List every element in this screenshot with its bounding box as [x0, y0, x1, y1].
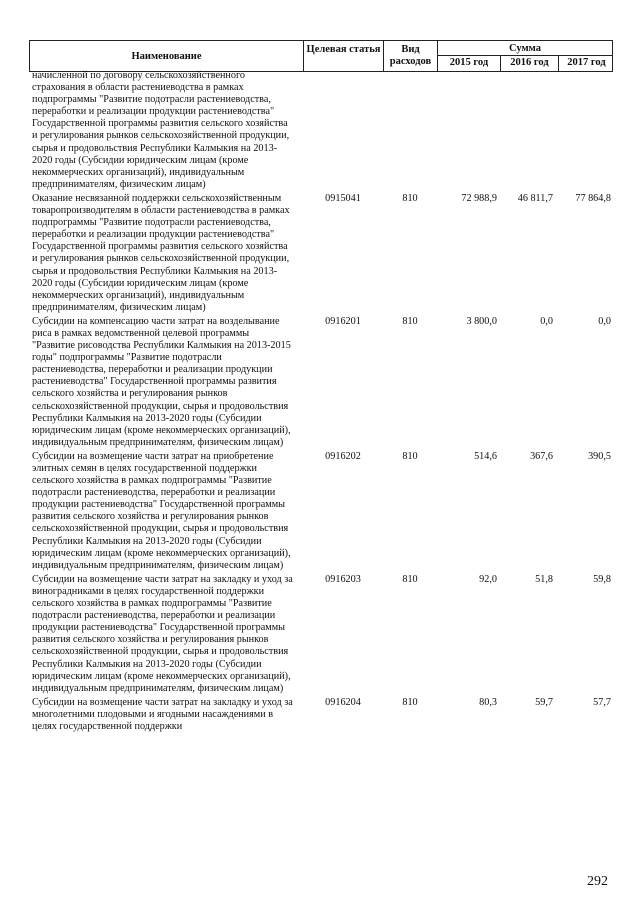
row-code: 0916201	[325, 315, 361, 327]
row-value-2016: 0,0	[540, 315, 553, 327]
table-row	[29, 451, 613, 572]
row-expense-type: 810	[402, 696, 418, 708]
row-value-2017: 77 864,8	[575, 192, 611, 204]
header-sum-label: Сумма	[509, 43, 541, 54]
row-expense-type: 810	[402, 192, 418, 204]
header-name-label: Наименование	[131, 51, 202, 62]
table-row	[29, 316, 613, 449]
row-value-2017: 390,5	[588, 450, 611, 462]
row-value-2015: 3 800,0	[466, 315, 497, 327]
row-value-2017: 0,0	[598, 315, 611, 327]
row-name: Оказание несвязанной поддержки сельскохозяйственным товаропроизводителям в области растениеводства в рамках подпрограммы "Развитие подотрасли растениеводства, переработки и реализации продукции растениеводства" Государственной программы развития сельского хозяйства и регулирования рынков сельскохозяйственной продукции, сырья и продовольствия Республики Калмыкия на 2013-2020 годы (Субсидии юридическим лицам (кроме некоммерческих организаций), индивидуальным предпринимателям, физическим лицам)	[32, 192, 290, 313]
row-expense-type: 810	[402, 315, 418, 327]
row-value-2017: 57,7	[593, 696, 611, 708]
row-code: 0916204	[325, 696, 361, 708]
table-row	[29, 193, 613, 314]
row-code: 0915041	[325, 192, 361, 204]
row-value-2016: 46 811,7	[517, 192, 553, 204]
row-name: Субсидии на возмещение части затрат на приобретение элитных семян в целях государственной поддержки сельского хозяйства в рамках подпрограммы "Развитие подотрасли растениеводства, переработки и реализации продукции растениеводства" Государственной программы развития сельского хозяйства и регулирования рынков сельскохозяйственной продукции, сырья и продовольствия Республики Калмыкия на 2013-2020 годы (Субсидии юридическим лицам (кроме некоммерческих организаций), индивидуальным предпринимателям, физическим лицам)	[32, 450, 291, 571]
header-year-2015: 2015 год	[449, 57, 489, 68]
row-code: 0916203	[325, 573, 361, 585]
row-value-2016: 51,8	[535, 573, 553, 585]
page-number: 292	[587, 874, 608, 889]
table-header	[29, 40, 613, 72]
header-expense-type-label: Вид расходов	[389, 44, 432, 67]
table-row	[29, 697, 613, 733]
table-body	[29, 70, 613, 735]
row-name: Субсидии на возмещение части затрат на закладку и уход за многолетними плодовыми и ягодными насаждениями в целях государственной поддержки	[32, 696, 293, 732]
header-name-cell	[29, 41, 303, 71]
header-year-2016: 2016 год	[500, 56, 558, 71]
header-year-2017: 2017 год	[558, 56, 614, 71]
row-name: Субсидии на компенсацию части затрат на возделывание риса в рамках ведомственной целевой программы "Развитие рисоводства Республики Калмыкия на 2013-2015 годы" подпрограммы "Развитие подотрасли растениеводства, переработки и реализации продукции растениеводства" Государственной программы развития сельского хозяйства и регулирования рынков сельскохозяйственной продукции, сырья и продовольствия Республики Калмыкия на 2013-2020 годы (Субсидии юридическим лицам (кроме некоммерческих организаций), индивидуальным предпринимателям, физическим лицам)	[32, 315, 291, 448]
header-article-label: Целевая статья	[306, 44, 381, 55]
row-value-2016: 367,6	[530, 450, 553, 462]
row-value-2015: 80,3	[479, 696, 497, 708]
table-row	[29, 574, 613, 695]
row-value-2015: 92,0	[479, 573, 497, 585]
header-expense-type-cell	[383, 41, 437, 71]
row-name: Субсидии на возмещение части затрат на закладку и уход за виноградниками в целях государственной поддержки сельского хозяйства в рамках подпрограммы "Развитие подотрасли растениеводства, переработки и реализации продукции растениеводства" Государственной программы развития сельского хозяйства и регулирования рынков сельскохозяйственной продукции, сырья и продовольствия Республики Калмыкия на 2013-2020 годы (Субсидии юридическим лицам (кроме некоммерческих организаций), индивидуальным предпринимателям, физическим лицам)	[32, 573, 293, 694]
row-value-2016: 59,7	[535, 696, 553, 708]
row-value-2017: 59,8	[593, 573, 611, 585]
row-expense-type: 810	[402, 450, 418, 462]
row-value-2015: 72 988,9	[461, 192, 497, 204]
row-expense-type: 810	[402, 573, 418, 585]
row-name: начисленной по договору сельскохозяйственного страхования в области растениеводства в рамках подпрограммы "Развитие подотрасли растениеводства, переработки и реализации продукции растениеводства" Государственной программы развития сельского хозяйства и регулирования рынков сельскохозяйственной продукции, сырья и продовольствия Республики Калмыкия на 2013-2020 годы (Субсидии юридическим лицам (кроме некоммерческих организаций), индивидуальным предпринимателям, физическим лицам)	[32, 70, 290, 190]
header-article-cell	[303, 41, 383, 71]
table-row	[29, 70, 613, 191]
row-value-2015: 514,6	[474, 450, 497, 462]
header-sum-cell	[437, 41, 613, 71]
row-code: 0916202	[325, 450, 361, 462]
